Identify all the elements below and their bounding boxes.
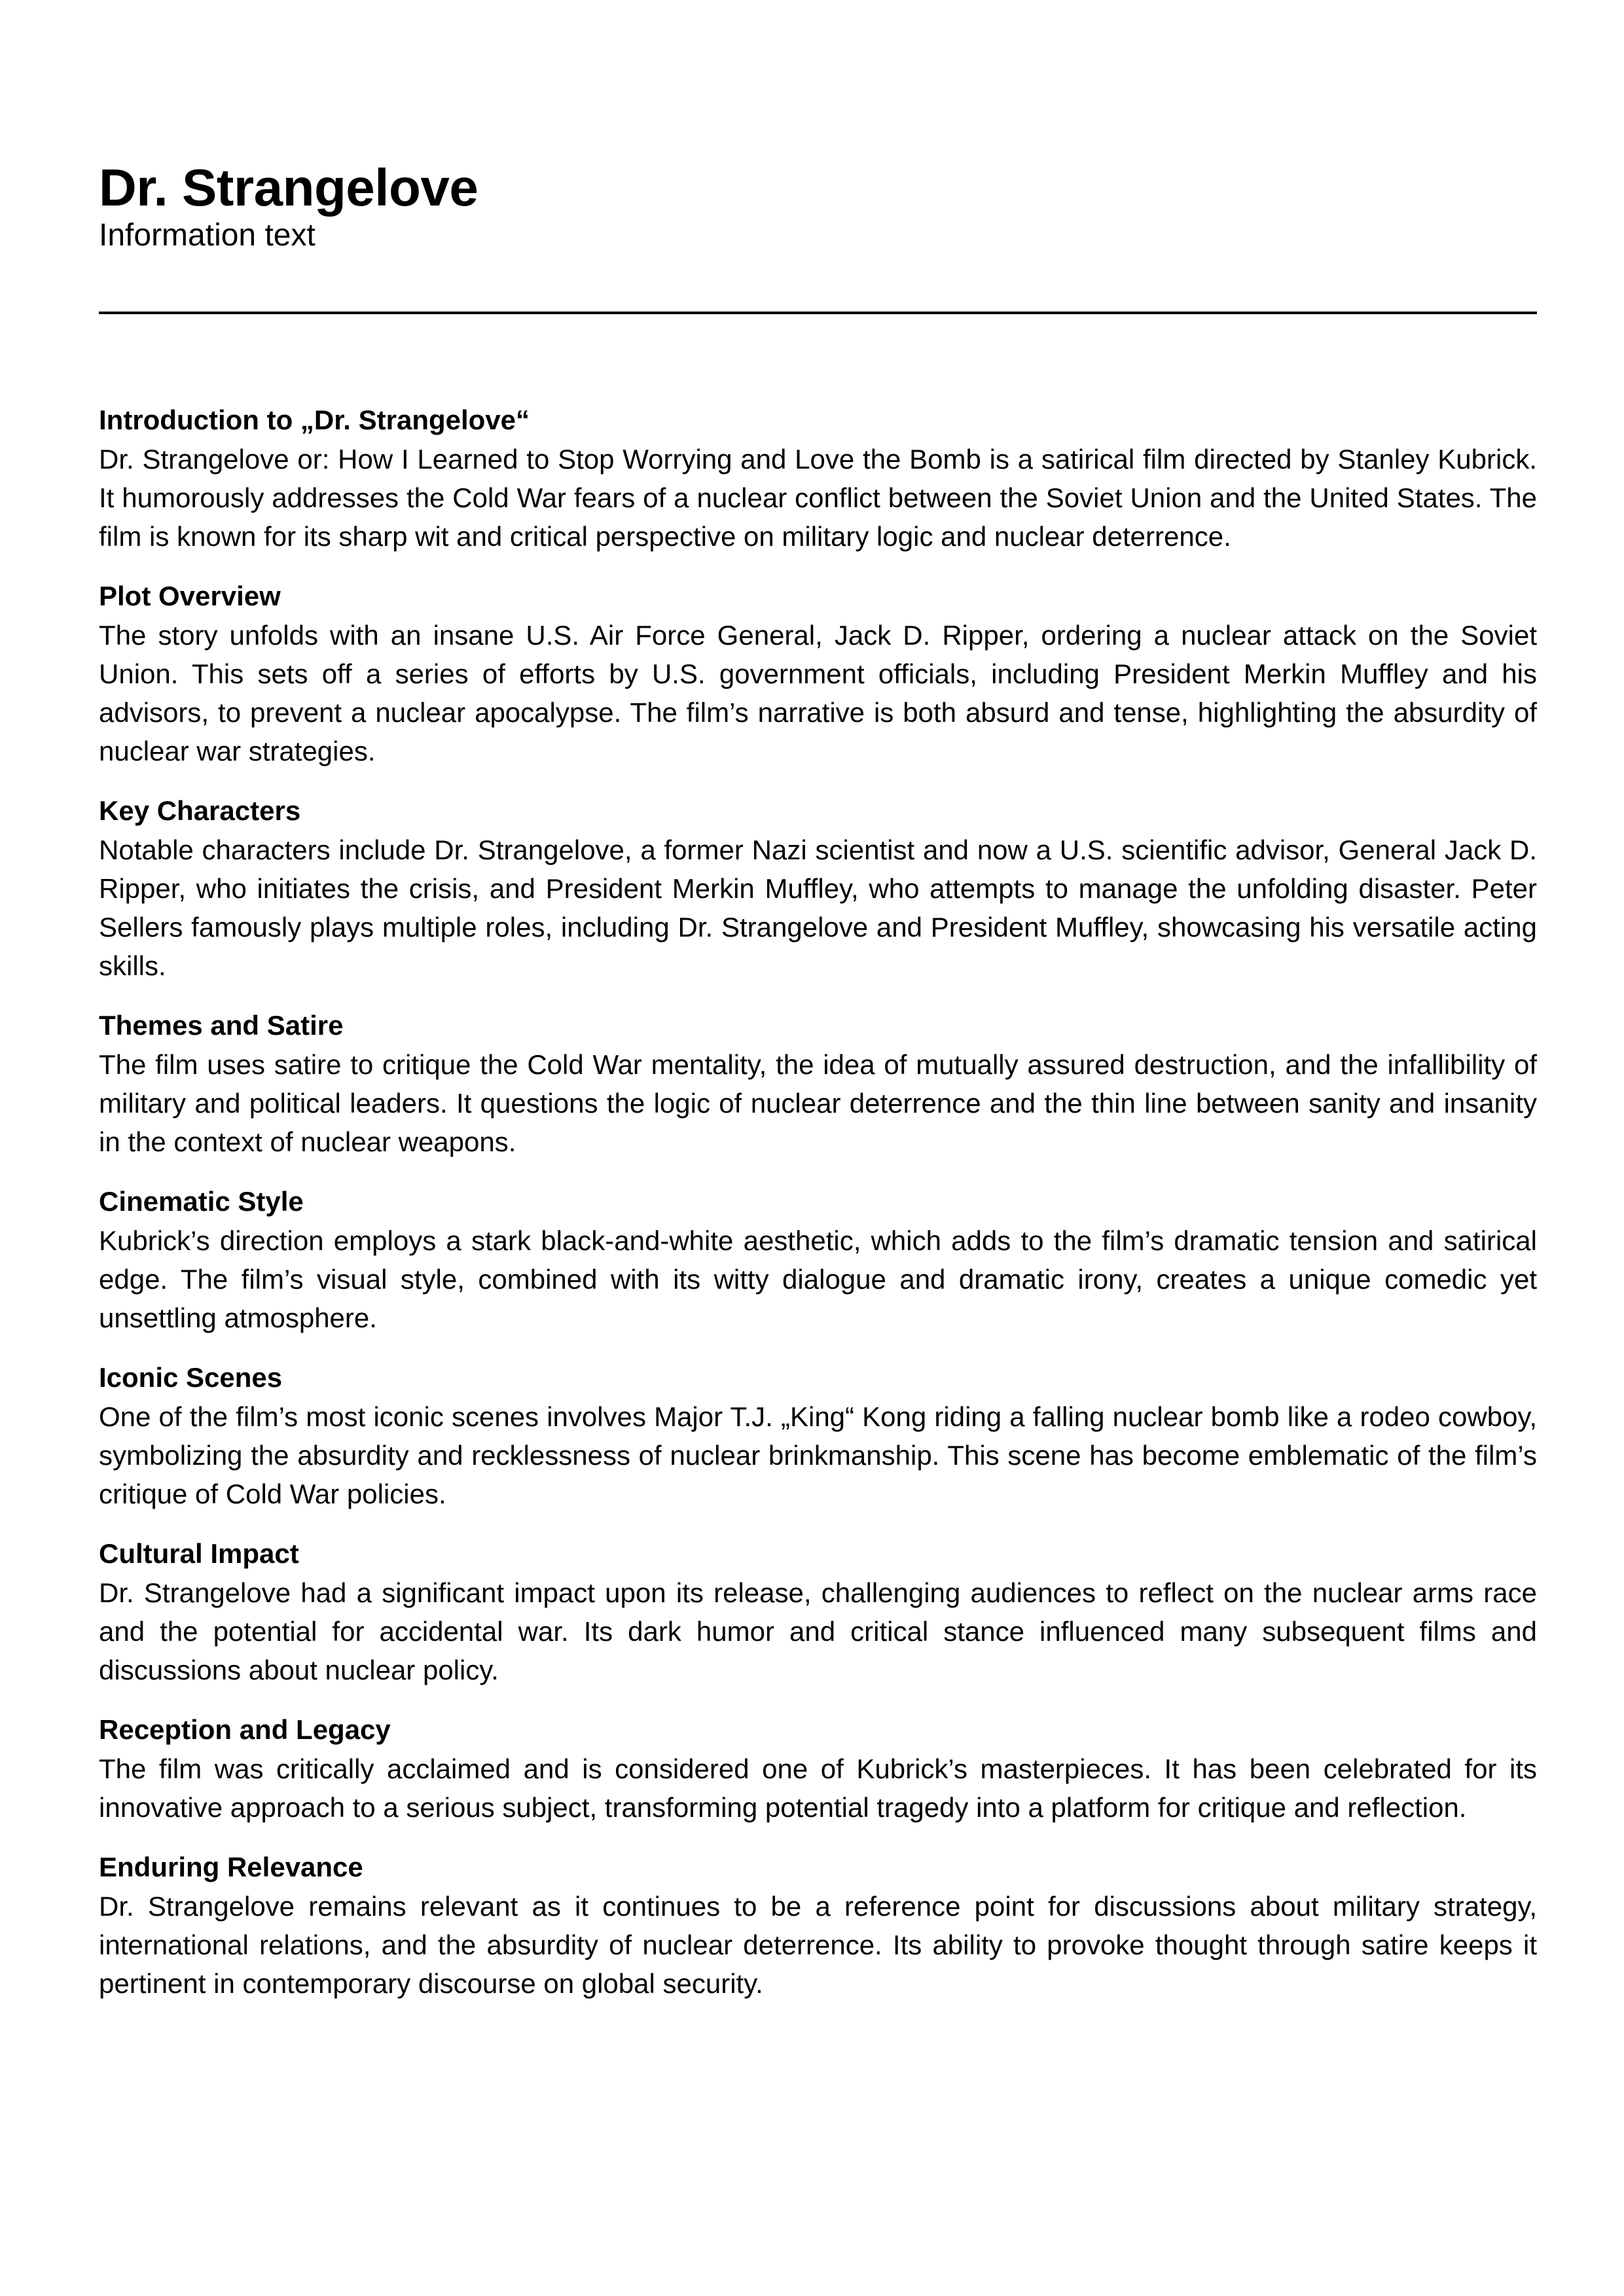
section-heading: Themes and Satire bbox=[99, 1010, 344, 1041]
section-heading: Introduction to „Dr. Strangelove“ bbox=[99, 404, 530, 435]
document-body bbox=[99, 401, 1537, 2024]
section-paragraph: One of the film’s most iconic scenes involves Major T.J. „King“ Kong riding a falling nuclear bomb like a rodeo cowboy, symbolizing the absurdity and recklessness of nuclear brinkmanship. This scene has become emblematic of the film’s critique of Cold War policies. bbox=[99, 1401, 1537, 1509]
document-subtitle: Information text bbox=[99, 218, 316, 253]
section-heading: Cinematic Style bbox=[99, 1186, 304, 1217]
section-paragraph: The film uses satire to critique the Cold War mentality, the idea of mutually assured destruction, and the infallibility of military and political leaders. It questions the logic of nuclear deterrence and the thin line between sanity and insanity in the context of nuclear weapons. bbox=[99, 1049, 1537, 1157]
section-introduction bbox=[99, 401, 1537, 556]
section-cinematic-style bbox=[99, 1182, 1537, 1337]
document-title: Dr. Strangelove bbox=[99, 158, 478, 217]
section-paragraph: The film was critically acclaimed and is considered one of Kubrick’s masterpieces. It has been celebrated for its innovative approach to a serious subject, transforming potential tragedy into a platform for critique and reflection. bbox=[99, 1753, 1537, 1823]
section-heading: Plot Overview bbox=[99, 581, 281, 611]
section-heading: Reception and Legacy bbox=[99, 1714, 391, 1745]
section-paragraph: The story unfolds with an insane U.S. Air Force General, Jack D. Ripper, ordering a nuclear attack on the Soviet Union. This sets off a series of efforts by U.S. government officials, including President Merkin Muffley and his advisors, to prevent a nuclear apocalypse. The film’s narrative is both absurd and tense, highlighting the absurdity of nuclear war strategies. bbox=[99, 620, 1537, 766]
section-enduring-relevance bbox=[99, 1848, 1537, 2003]
section-heading: Enduring Relevance bbox=[99, 1852, 363, 1882]
section-heading: Iconic Scenes bbox=[99, 1362, 283, 1393]
section-heading: Key Characters bbox=[99, 795, 301, 826]
header-divider bbox=[99, 312, 1537, 314]
section-paragraph: Notable characters include Dr. Strangelove, a former Nazi scientist and now a U.S. scientific advisor, General Jack D. Ripper, who initiates the crisis, and President Merkin Muffley, who attempts to manage the unfolding disaster. Peter Sellers famously plays multiple roles, including Dr. Strangelove and President Muffley, showcasing his versatile acting skills. bbox=[99, 834, 1537, 981]
section-paragraph: Kubrick’s direction employs a stark black-and-white aesthetic, which adds to the film’s dramatic tension and satirical edge. The film’s visual style, combined with its witty dialogue and dramatic irony, creates a unique comedic yet unsettling atmosphere. bbox=[99, 1225, 1537, 1333]
section-key-characters bbox=[99, 791, 1537, 985]
section-paragraph: Dr. Strangelove or: How I Learned to Stop Worrying and Love the Bomb is a satirical film directed by Stanley Kubrick. It humorously addresses the Cold War fears of a nuclear conflict between the Soviet Union and the United States. The film is known for its sharp wit and critical perspective on military logic and nuclear deterrence. bbox=[99, 444, 1537, 552]
section-iconic-scenes bbox=[99, 1358, 1537, 1513]
section-paragraph: Dr. Strangelove had a significant impact upon its release, challenging audiences to reflect on the nuclear arms race and the potential for accidental war. Its dark humor and critical stance influenced many subsequent films and discussions about nuclear policy. bbox=[99, 1577, 1537, 1685]
section-heading: Cultural Impact bbox=[99, 1538, 299, 1569]
section-paragraph: Dr. Strangelove remains relevant as it continues to be a reference point for discussions about military strategy, international relations, and the absurdity of nuclear deterrence. Its ability to provoke thought through satire keeps it pertinent in contemporary discourse on global security. bbox=[99, 1891, 1537, 1999]
section-themes-and-satire bbox=[99, 1006, 1537, 1161]
section-cultural-impact bbox=[99, 1534, 1537, 1689]
section-plot-overview bbox=[99, 577, 1537, 770]
section-reception-and-legacy bbox=[99, 1710, 1537, 1827]
